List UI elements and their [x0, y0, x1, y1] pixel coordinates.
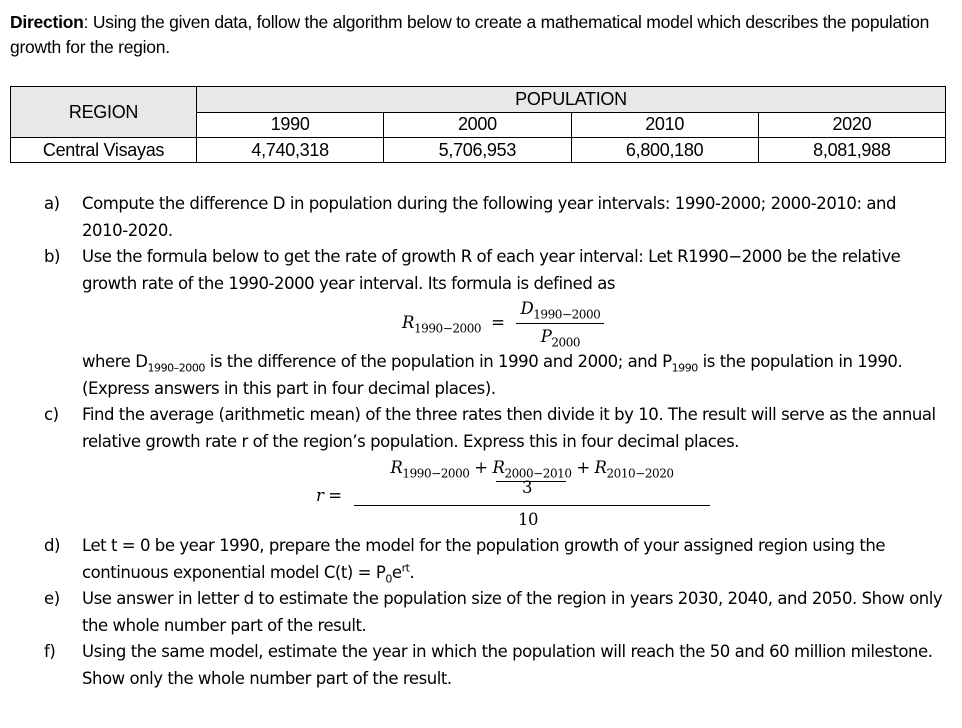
- formula-equals: =: [491, 312, 505, 332]
- direction-text: : Using the given data, follow the algorithm below to create a mathematical model which describes the population growth for the region.: [10, 12, 930, 57]
- population-cell: 8,081,988: [758, 138, 945, 163]
- item-text: Compute the difference D in population during the following year intervals: 1990-2000; 2000-2010: and 2010-2020.: [82, 194, 897, 240]
- formula-denominator: P: [540, 326, 552, 346]
- population-cell: 5,706,953: [384, 138, 571, 163]
- item-label: e): [44, 589, 60, 608]
- formula-lhs-sub: 1990−2000: [413, 321, 482, 336]
- item-text: Use answer in letter d to estimate the population size of the region in years 2030, 2040, and 2050. Show only the whole number part of the result.: [82, 589, 943, 635]
- population-header: POPULATION: [197, 87, 946, 113]
- year-header: 2010: [571, 112, 758, 138]
- population-cell: 4,740,318: [197, 138, 384, 163]
- list-item: [44, 639, 944, 692]
- direction-paragraph: [10, 10, 950, 60]
- list-item: [44, 244, 944, 402]
- item-label: b): [44, 247, 61, 266]
- formula-numerator-sub: 1990−2000: [533, 307, 601, 322]
- formula-r-lhs: r =: [316, 486, 342, 505]
- item-text: Using the same model, estimate the year in which the population will reach the 50 and 60 million milestone. Show only the whole number part of the result.: [82, 642, 933, 688]
- item-text: Let t = 0 be year 1990, prepare the model for the population growth of your assigned region using the continuous exponential model C(t) = P: [82, 536, 886, 582]
- list-item: d) Let t = 0 be year 1990, prepare the model for the population growth of your assigned region using the continuous exponential model $C(t) = P_0e^{rt}$.: [44, 533, 944, 586]
- item-label: c): [44, 405, 59, 424]
- region-cell: Central Visayas: [11, 138, 197, 163]
- item-label: f): [44, 642, 56, 661]
- item-label: a): [44, 194, 60, 213]
- instruction-list: [44, 191, 944, 692]
- inner-denominator: 3: [522, 478, 533, 497]
- growth-rate-formula: [402, 297, 944, 349]
- formula-fraction: [516, 296, 604, 350]
- outer-denominator: 10: [518, 510, 539, 529]
- year-header: 2000: [384, 112, 571, 138]
- population-table: [10, 86, 946, 163]
- list-item: [44, 402, 944, 533]
- year-header: 1990: [197, 112, 384, 138]
- outer-fraction-line: [354, 505, 710, 506]
- direction-label: Direction: [10, 12, 84, 32]
- item-text: Find the average (arithmetic mean) of the three rates then divide it by 10. The result will serve as the annual relative growth rate r of the region’s population. Express this in four decimal places.: [82, 405, 936, 451]
- formula-terms: $R_{1990-2000} + R_{2000-2010} + R_{2010-2020}$: [390, 458, 674, 481]
- formula-denominator-sub: 2000: [551, 334, 581, 349]
- item-text: Use the formula below to get the rate of growth R of each year interval: Let R1990−2000 be the relative growth rate of the 1990-2000 year interval. Its formula is defined as: [82, 247, 901, 293]
- population-cell: 6,800,180: [571, 138, 758, 163]
- formula-numerator: D: [520, 299, 534, 318]
- list-item: [44, 191, 944, 244]
- formula-lhs: R: [402, 312, 414, 332]
- table-row: [11, 138, 946, 163]
- region-header: REGION: [11, 87, 197, 138]
- list-item: [44, 586, 944, 639]
- item-label: d): [44, 536, 61, 555]
- where-text: where $D_{1990-2000}$ is the difference of the population in 1990 and 2000; and $P_{1990}$ is the population in 1990. (Express answers in this part in four decimal places).: [82, 352, 903, 398]
- year-header: 2020: [758, 112, 945, 138]
- mean-rate-formula: [82, 455, 944, 533]
